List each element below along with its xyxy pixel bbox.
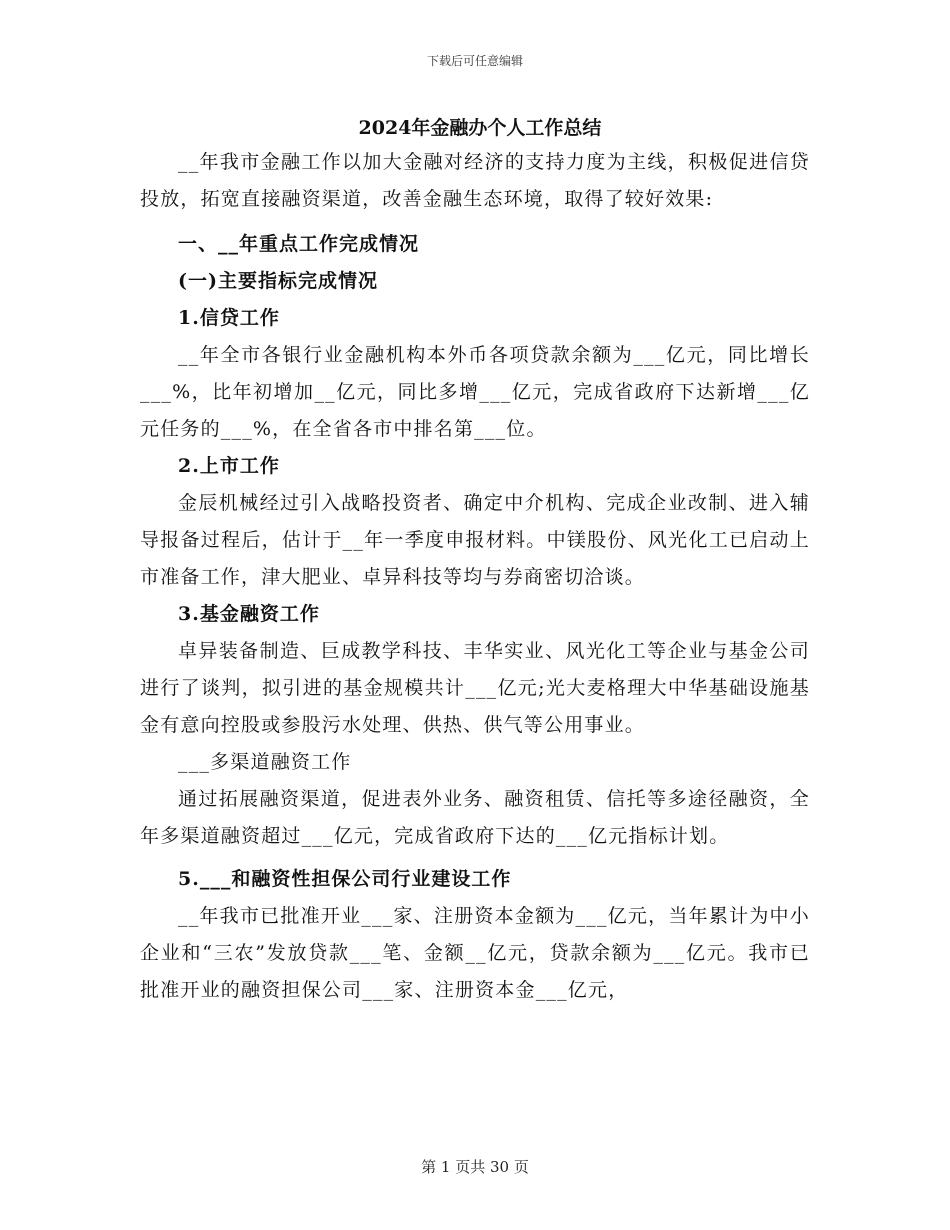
item-text-multichannel: 通过拓展融资渠道，促进表外业务、融资租赁、信托等多途径融资，全年多渠道融资超过___亿元，完成省政府下达的___亿元指标计划。 (140, 788, 810, 847)
document-title: 2024年金融办个人工作总结 (358, 117, 602, 139)
item-text-credit: __年全市各银行业金融机构本外币各项贷款余额为___亿元，同比增长___%，比年初增加__亿元，同比多增___亿元，完成省政府下达新增___亿元任务的___%，在全省各市中排名第___位。 (140, 344, 810, 440)
page-number-footer: 第 1 页共 30 页 (421, 1158, 529, 1176)
section-heading: 一、__年重点工作完成情况 (178, 233, 420, 255)
item-heading-multichannel: ___多渠道融资工作 (178, 751, 352, 773)
intro-paragraph: __年我市金融工作以加大金融对经济的支持力度为主线，积极促进信贷投放，拓宽直接融资渠道，改善金融生态环境，取得了较好效果: (140, 151, 810, 210)
item-heading-credit: 1.信贷工作 (178, 307, 280, 329)
document-body (140, 112, 810, 1009)
item-text-listing: 金辰机械经过引入战略投资者、确定中介机构、完成企业改制、进入辅导报备过程后，估计于__年一季度申报材料。中镁股份、风光化工已启动上市准备工作，津大肥业、卓异科技等均与券商密切洽谈。 (140, 492, 810, 588)
page-header-note: 下载后可任意编辑 (426, 54, 523, 68)
item-heading-listing: 2.上市工作 (178, 455, 280, 477)
subsection-heading: (一)主要指标完成情况 (178, 270, 378, 292)
item-heading-guarantee: 5.___和融资性担保公司行业建设工作 (178, 868, 512, 890)
item-heading-fund: 3.基金融资工作 (178, 603, 320, 625)
item-text-fund: 卓异装备制造、巨成教学科技、丰华实业、风光化工等企业与基金公司进行了谈判，拟引进的基金规模共计___亿元;光大麦格理大中华基础设施基金有意向控股或参股污水处理、供热、供气等公用事业。 (140, 640, 810, 736)
item-text-guarantee: __年我市已批准开业___家、注册资本金额为___亿元，当年累计为中小企业和“三农”发放贷款___笔、金额__亿元，贷款余额为___亿元。我市已批准开业的融资担保公司___家、注册资本金___亿元， (140, 905, 810, 1001)
